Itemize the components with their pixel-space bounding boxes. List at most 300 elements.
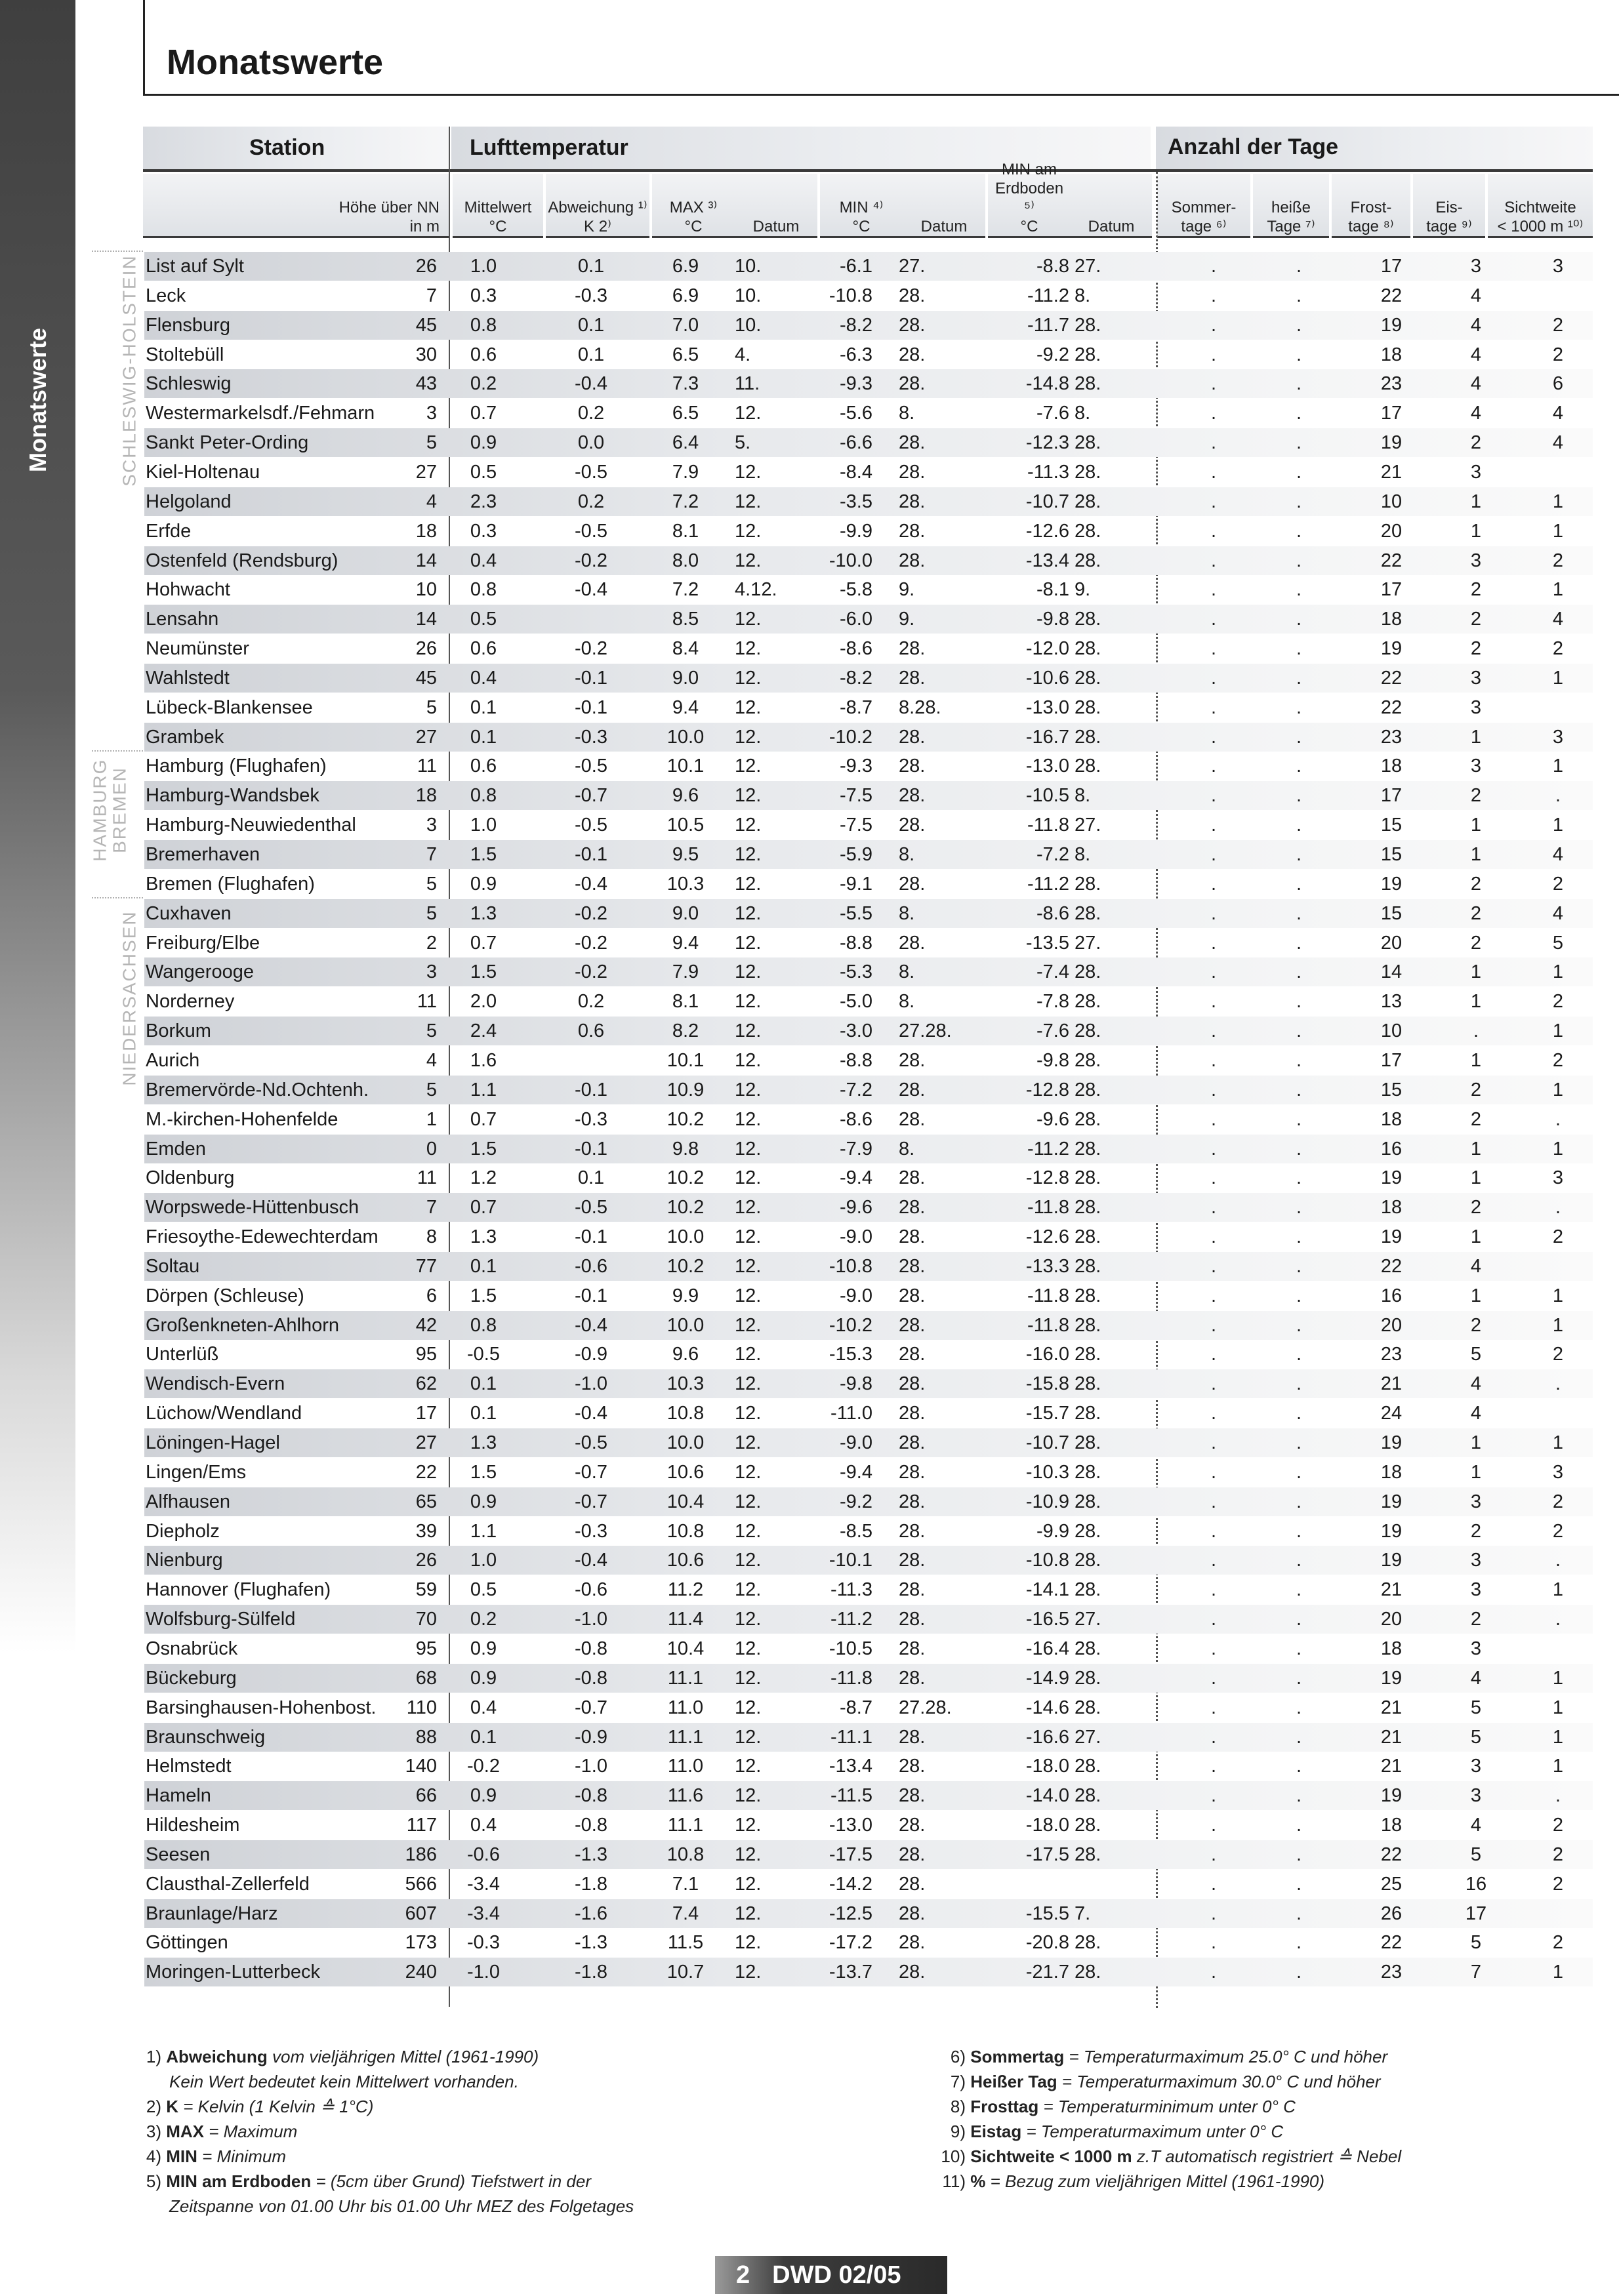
sichtweite: 1	[1552, 667, 1564, 689]
eistage: 2	[1470, 902, 1482, 924]
min-erdboden-datum: 27.	[1075, 1609, 1101, 1630]
eistage: 7	[1470, 1962, 1482, 1983]
eistage: 4	[1470, 1667, 1482, 1689]
eistage: 5	[1470, 1726, 1482, 1748]
min: -9.8	[840, 1373, 872, 1395]
min-datum: 8.28.	[899, 696, 941, 718]
station-name: List auf Sylt	[146, 256, 244, 277]
eistage: 5	[1470, 1932, 1482, 1954]
frosttage: 16	[1380, 1285, 1403, 1306]
sichtweite: .	[1555, 1108, 1561, 1130]
heisse-tage: .	[1296, 1461, 1302, 1483]
mittelwert: 0.1	[470, 1403, 497, 1424]
eistage: 5	[1470, 1843, 1482, 1865]
mittelwert: 1.5	[470, 844, 497, 865]
mittelwert: 0.4	[470, 550, 497, 571]
heisse-tage: .	[1296, 1197, 1302, 1218]
heisse-tage: .	[1296, 1843, 1302, 1865]
mittelwert: 1.6	[470, 1049, 497, 1071]
min: -17.2	[829, 1932, 872, 1954]
min-erdboden-datum: 28.	[1075, 961, 1101, 983]
min: -5.3	[840, 961, 872, 983]
min-erdboden: -9.6	[1036, 1108, 1069, 1130]
max-datum: 4.12.	[735, 579, 777, 601]
frosttage: 18	[1380, 609, 1403, 630]
col-frosttage: Frost- tage ⁸⁾	[1348, 199, 1394, 235]
frosttage: 19	[1380, 1167, 1403, 1189]
col-min-datum: Datum	[920, 218, 968, 235]
min-erdboden-datum: 27.	[1075, 1726, 1101, 1748]
sichtweite: 3	[1552, 256, 1564, 277]
min-datum: 27.	[899, 256, 926, 277]
max: 10.1	[666, 755, 705, 777]
min-erdboden-datum	[1075, 1870, 1140, 1899]
footnote: 4) MIN = Minimum	[146, 2146, 286, 2166]
frosttage: 19	[1380, 1491, 1403, 1512]
mittelwert: 1.3	[470, 1432, 497, 1453]
min-erdboden: -21.7	[1025, 1962, 1069, 1983]
max: 7.9	[672, 961, 699, 983]
frosttage: 21	[1380, 1756, 1403, 1777]
mittelwert: -0.3	[467, 1932, 500, 1954]
min-erdboden-datum: 28.	[1075, 344, 1101, 365]
abweichung: 0.2	[577, 991, 605, 1013]
hoehe: 607	[405, 1903, 437, 1924]
hoehe: 186	[405, 1843, 437, 1865]
station-name: Leck	[146, 285, 186, 306]
station-name: Schleswig	[146, 373, 232, 395]
min-erdboden: -11.7	[1027, 314, 1069, 336]
sommertage: .	[1210, 1667, 1217, 1689]
table-row	[144, 340, 1593, 369]
max: 9.4	[672, 932, 699, 954]
station-name: Wolfsburg-Sülfeld	[146, 1609, 296, 1630]
mittelwert: 1.3	[470, 1226, 497, 1248]
max: 10.0	[666, 726, 705, 748]
max-datum: 12.	[735, 1962, 762, 1983]
hoehe: 27	[415, 461, 437, 483]
sommertage: .	[1210, 755, 1217, 777]
mittelwert: -0.6	[467, 1843, 500, 1865]
sommertage: .	[1210, 1285, 1217, 1306]
max-datum: 12.	[735, 1491, 762, 1512]
min: -5.8	[840, 579, 872, 601]
abweichung: -0.3	[575, 1520, 607, 1542]
frosttage: 15	[1380, 815, 1403, 836]
min: -11.5	[830, 1785, 872, 1807]
min: -3.0	[840, 1020, 872, 1042]
eistage: 4	[1470, 1403, 1482, 1424]
col-max: MAX ³⁾ °C	[669, 199, 718, 235]
sichtweite: 1	[1552, 1020, 1564, 1042]
heisse-tage: .	[1296, 1550, 1302, 1571]
table-row	[144, 840, 1593, 869]
heisse-tage: .	[1296, 520, 1302, 542]
table-row	[144, 1222, 1593, 1251]
col-hoehe: Höhe über NN in m	[338, 199, 440, 235]
hoehe: 95	[415, 1638, 437, 1659]
min-erdboden-datum: 28.	[1075, 638, 1101, 660]
abweichung: -1.0	[575, 1373, 607, 1395]
table-row	[144, 987, 1593, 1016]
frosttage: 22	[1380, 1843, 1403, 1865]
min-datum: 28.	[899, 1403, 926, 1424]
min-datum: 28.	[899, 285, 926, 306]
eistage: 2	[1470, 1197, 1482, 1218]
min-erdboden: -14.6	[1025, 1697, 1069, 1718]
table-row	[144, 1135, 1593, 1163]
max-datum: 12.	[735, 1255, 762, 1277]
max: 11.0	[667, 1756, 704, 1777]
min-datum: 28.	[899, 1491, 926, 1512]
eistage: 2	[1470, 432, 1482, 454]
sichtweite: 2	[1552, 991, 1564, 1013]
frosttage: 18	[1380, 1638, 1403, 1659]
max-datum: 12.	[735, 815, 762, 836]
min: -7.5	[840, 815, 872, 836]
min-erdboden: -11.2	[1027, 285, 1069, 306]
min-erdboden-datum: 28.	[1075, 609, 1101, 630]
abweichung: -0.2	[575, 961, 607, 983]
max-datum: 12.	[735, 491, 762, 512]
table-row	[144, 1605, 1593, 1634]
sommertage: .	[1210, 432, 1217, 454]
hoehe: 4	[426, 491, 437, 512]
abweichung: 0.6	[577, 1020, 605, 1042]
station-name: Göttingen	[146, 1932, 228, 1954]
min-erdboden-datum: 28.	[1075, 1638, 1101, 1659]
hoehe: 117	[406, 1815, 437, 1836]
sommertage: .	[1210, 844, 1217, 865]
min-erdboden-datum: 28.	[1075, 755, 1101, 777]
min-erdboden-datum: 28.	[1075, 1226, 1101, 1248]
max: 11.0	[667, 1697, 704, 1718]
max-datum: 12.	[735, 932, 762, 954]
station-name: Helmstedt	[146, 1756, 232, 1777]
hoehe: 59	[415, 1579, 437, 1601]
max-datum: 12.	[735, 1461, 762, 1483]
min-datum: 28.	[899, 1638, 926, 1659]
eistage: 1	[1470, 1285, 1482, 1306]
frosttage: 19	[1380, 1226, 1403, 1248]
station-name: Hildesheim	[146, 1815, 240, 1836]
heisse-tage: .	[1296, 285, 1302, 306]
min-erdboden: -14.9	[1025, 1667, 1069, 1689]
max-datum: 12.	[735, 1079, 762, 1100]
max: 10.2	[666, 1108, 705, 1130]
hoehe: 140	[405, 1756, 437, 1777]
min-datum: 28.	[899, 1167, 926, 1189]
heisse-tage: .	[1296, 609, 1302, 630]
sommertage: .	[1210, 1843, 1217, 1865]
abweichung: -0.6	[575, 1255, 607, 1277]
max: 10.5	[666, 815, 705, 836]
eistage: 2	[1470, 1108, 1482, 1130]
eistage: 3	[1470, 755, 1482, 777]
min-datum: 28.	[899, 1843, 926, 1865]
abweichung: -0.7	[575, 1697, 607, 1718]
min: -8.5	[840, 1520, 872, 1542]
min-erdboden: -12.8	[1025, 1167, 1069, 1189]
max-datum: 12.	[735, 520, 762, 542]
frosttage: 21	[1380, 1579, 1403, 1601]
frosttage: 21	[1380, 1726, 1403, 1748]
footnote: 8) Frosttag = Temperaturminimum unter 0° C	[950, 2097, 1296, 2116]
frosttage: 19	[1380, 638, 1403, 660]
footnotes-left	[146, 2044, 634, 2219]
min-datum: 28.	[899, 1255, 926, 1277]
station-name: Bremerhaven	[146, 844, 260, 865]
sommertage: .	[1210, 1314, 1217, 1336]
max: 7.1	[672, 1873, 699, 1895]
sommertage: .	[1210, 1373, 1217, 1395]
max: 10.9	[666, 1079, 705, 1100]
min-erdboden: -7.2	[1036, 844, 1069, 865]
sommertage: .	[1210, 1432, 1217, 1453]
heisse-tage: .	[1296, 932, 1302, 954]
max-datum: 12.	[735, 1020, 762, 1042]
hoehe: 42	[415, 1314, 437, 1336]
min: -8.2	[840, 667, 872, 689]
mittelwert: 0.4	[470, 1697, 497, 1718]
frosttage: 21	[1380, 1697, 1403, 1718]
min-erdboden: -12.6	[1025, 1226, 1069, 1248]
abweichung: -0.2	[575, 550, 607, 571]
min: -7.9	[840, 1138, 872, 1159]
max-datum: 12.	[735, 1314, 762, 1336]
sommertage: .	[1210, 1461, 1217, 1483]
min-erdboden: -12.8	[1025, 1079, 1069, 1100]
sichtweite: 2	[1552, 873, 1564, 895]
min: -9.4	[840, 1461, 872, 1483]
heisse-tage: .	[1296, 461, 1302, 483]
eistage: 1	[1470, 1432, 1482, 1453]
station-name: Lübeck-Blankensee	[146, 696, 313, 718]
table-row	[144, 546, 1593, 575]
sichtweite	[1528, 458, 1588, 487]
sommertage: .	[1210, 256, 1217, 277]
sommertage: .	[1210, 1049, 1217, 1071]
heisse-tage: .	[1296, 1962, 1302, 1983]
min-datum: 28.	[899, 1197, 926, 1218]
min-erdboden: -15.7	[1025, 1403, 1069, 1424]
min-datum: 28.	[899, 1579, 926, 1601]
mittelwert: 0.4	[470, 1815, 497, 1836]
mittelwert: 1.5	[470, 961, 497, 983]
table-row	[144, 1634, 1593, 1663]
footnote: 9) Eistag = Temperaturmaximum unter 0° C	[950, 2122, 1284, 2141]
abweichung: -0.1	[575, 844, 607, 865]
min-erdboden-datum: 8.	[1075, 785, 1091, 807]
sichtweite: 1	[1552, 1697, 1564, 1718]
footnote: 2) K = Kelvin (1 Kelvin ≙ 1°C)	[146, 2097, 374, 2116]
heisse-tage: .	[1296, 726, 1302, 748]
hoehe: 7	[426, 285, 437, 306]
min-erdboden-datum: 28.	[1075, 1815, 1101, 1836]
max: 9.5	[672, 844, 699, 865]
min-erdboden-datum: 8.	[1075, 285, 1091, 306]
sichtweite: .	[1555, 1197, 1561, 1218]
table-row	[144, 1399, 1593, 1428]
eistage: 1	[1470, 1461, 1482, 1483]
eistage: 3	[1470, 696, 1482, 718]
heisse-tage: .	[1296, 1491, 1302, 1512]
min-erdboden-datum: 28.	[1075, 1461, 1101, 1483]
mittelwert: 0.9	[470, 1667, 497, 1689]
eistage: 3	[1470, 1491, 1482, 1512]
eistage: 3	[1470, 1638, 1482, 1659]
frosttage: 19	[1380, 1667, 1403, 1689]
sommertage: .	[1210, 1226, 1217, 1248]
mittelwert: 1.5	[470, 1461, 497, 1483]
station-name: Cuxhaven	[146, 902, 232, 924]
min-erdboden-datum: 28.	[1075, 1167, 1101, 1189]
footnote: 6) Sommertag = Temperaturmaximum 25.0° C und höher	[950, 2047, 1388, 2066]
abweichung: -0.3	[575, 726, 607, 748]
hoehe: 14	[415, 609, 437, 630]
frosttage: 18	[1380, 1108, 1403, 1130]
frosttage: 26	[1380, 1903, 1403, 1924]
table-row	[144, 1311, 1593, 1340]
sommertage: .	[1210, 1255, 1217, 1277]
frosttage: 10	[1380, 1020, 1403, 1042]
abweichung: -0.5	[575, 520, 607, 542]
sichtweite: 2	[1552, 314, 1564, 336]
frosttage: 20	[1380, 1609, 1403, 1630]
mittelwert: 0.1	[470, 696, 497, 718]
station-name: Braunschweig	[146, 1726, 266, 1748]
side-tab-label: Monatswerte	[24, 327, 52, 473]
mittelwert: 0.1	[470, 1726, 497, 1748]
sichtweite: 4	[1552, 902, 1564, 924]
sommertage: .	[1210, 520, 1217, 542]
heisse-tage: .	[1296, 256, 1302, 277]
min-erdboden: -7.4	[1036, 961, 1069, 983]
min: -9.0	[840, 1285, 872, 1306]
min: -9.1	[840, 873, 872, 895]
eistage: 1	[1470, 491, 1482, 512]
table-row	[144, 1487, 1593, 1516]
eistage: 1	[1470, 1167, 1482, 1189]
hoehe: 3	[426, 403, 437, 424]
eistage: 5	[1470, 1697, 1482, 1718]
min-erdboden-datum: 28.	[1075, 1314, 1101, 1336]
max-datum: 12.	[735, 403, 762, 424]
min-datum: 28.	[899, 1609, 926, 1630]
min-erdboden-datum: 28.	[1075, 1785, 1101, 1807]
min-datum: 28.	[899, 1314, 926, 1336]
sommertage: .	[1210, 1638, 1217, 1659]
min: -11.8	[830, 1667, 872, 1689]
min-datum: 28.	[899, 1226, 926, 1248]
abweichung: -0.2	[575, 902, 607, 924]
station-name: Oldenburg	[146, 1167, 235, 1189]
page-title: Monatswerte	[167, 43, 384, 82]
table-row	[144, 1723, 1593, 1752]
station-name: Hamburg-Wandsbek	[146, 785, 319, 807]
min-erdboden-datum: 28.	[1075, 1579, 1101, 1601]
hoehe: 77	[415, 1255, 437, 1277]
max-datum: 12.	[735, 1667, 762, 1689]
station-name: Osnabrück	[146, 1638, 238, 1659]
frosttage: 23	[1380, 1344, 1403, 1365]
max-datum: 12.	[735, 461, 762, 483]
min: -8.7	[840, 1697, 872, 1718]
max-datum: 12.	[735, 1726, 762, 1748]
heisse-tage: .	[1296, 1020, 1302, 1042]
sichtweite: 3	[1552, 726, 1564, 748]
abweichung: -0.5	[575, 755, 607, 777]
station-name: Alfhausen	[146, 1491, 230, 1512]
min: -12.5	[829, 1903, 872, 1924]
frosttage: 21	[1380, 1373, 1403, 1395]
sichtweite: 6	[1552, 373, 1564, 395]
hoehe: 566	[405, 1873, 437, 1895]
min-erdboden: -12.0	[1025, 638, 1069, 660]
mittelwert: 0.7	[470, 1108, 497, 1130]
hoehe: 18	[415, 520, 437, 542]
heisse-tage: .	[1296, 1108, 1302, 1130]
hoehe: 17	[415, 1403, 437, 1424]
max-datum: 12.	[735, 1756, 762, 1777]
frosttage: 18	[1380, 1815, 1403, 1836]
min-datum: 28.	[899, 1108, 926, 1130]
max: 10.4	[666, 1491, 705, 1512]
sichtweite	[1528, 1252, 1588, 1281]
station-name: Freiburg/Elbe	[146, 932, 260, 954]
footnote: 5) MIN am Erdboden = (5cm über Grund) Tiefstwert in der	[146, 2171, 592, 2191]
heisse-tage: .	[1296, 1520, 1302, 1542]
eistage: 2	[1470, 1520, 1482, 1542]
sichtweite: 2	[1552, 1520, 1564, 1542]
min-erdboden: -10.9	[1025, 1491, 1069, 1512]
abweichung: -0.4	[575, 873, 607, 895]
max-datum: 12.	[735, 1638, 762, 1659]
sommertage: .	[1210, 1020, 1217, 1042]
min-erdboden-datum: 28.	[1075, 1373, 1101, 1395]
hoehe: 26	[415, 256, 437, 277]
hoehe: 70	[415, 1609, 437, 1630]
frosttage: 18	[1380, 1461, 1403, 1483]
min-datum: 27.28.	[899, 1697, 952, 1718]
frosttage: 19	[1380, 314, 1403, 336]
sichtweite: 1	[1552, 579, 1564, 601]
min-datum: 8.	[899, 902, 915, 924]
min-erdboden-datum: 28.	[1075, 1138, 1101, 1159]
eistage: .	[1473, 1020, 1479, 1042]
table-row	[144, 399, 1593, 428]
min-erdboden-datum: 28.	[1075, 461, 1101, 483]
station-name: Flensburg	[146, 314, 230, 336]
min-datum: 28.	[899, 550, 926, 571]
max: 6.4	[672, 432, 699, 454]
region-schleswig-holstein: SCHLESWIG-HOLSTEIN	[119, 254, 140, 487]
station-name: Löningen-Hagel	[146, 1432, 280, 1453]
min-erdboden: -8.1	[1036, 579, 1069, 601]
hoehe: 3	[426, 815, 437, 836]
station-name: Lensahn	[146, 609, 219, 630]
frosttage: 15	[1380, 1079, 1403, 1100]
eistage: 1	[1470, 1049, 1482, 1071]
mittelwert: 0.9	[470, 873, 497, 895]
mittelwert: 1.1	[470, 1520, 497, 1542]
sichtweite: 1	[1552, 1667, 1564, 1689]
min: -15.3	[829, 1344, 872, 1365]
sommertage: .	[1210, 1108, 1217, 1130]
sichtweite: 4	[1552, 432, 1564, 454]
min: -13.7	[829, 1962, 872, 1983]
abweichung: -0.9	[575, 1726, 607, 1748]
